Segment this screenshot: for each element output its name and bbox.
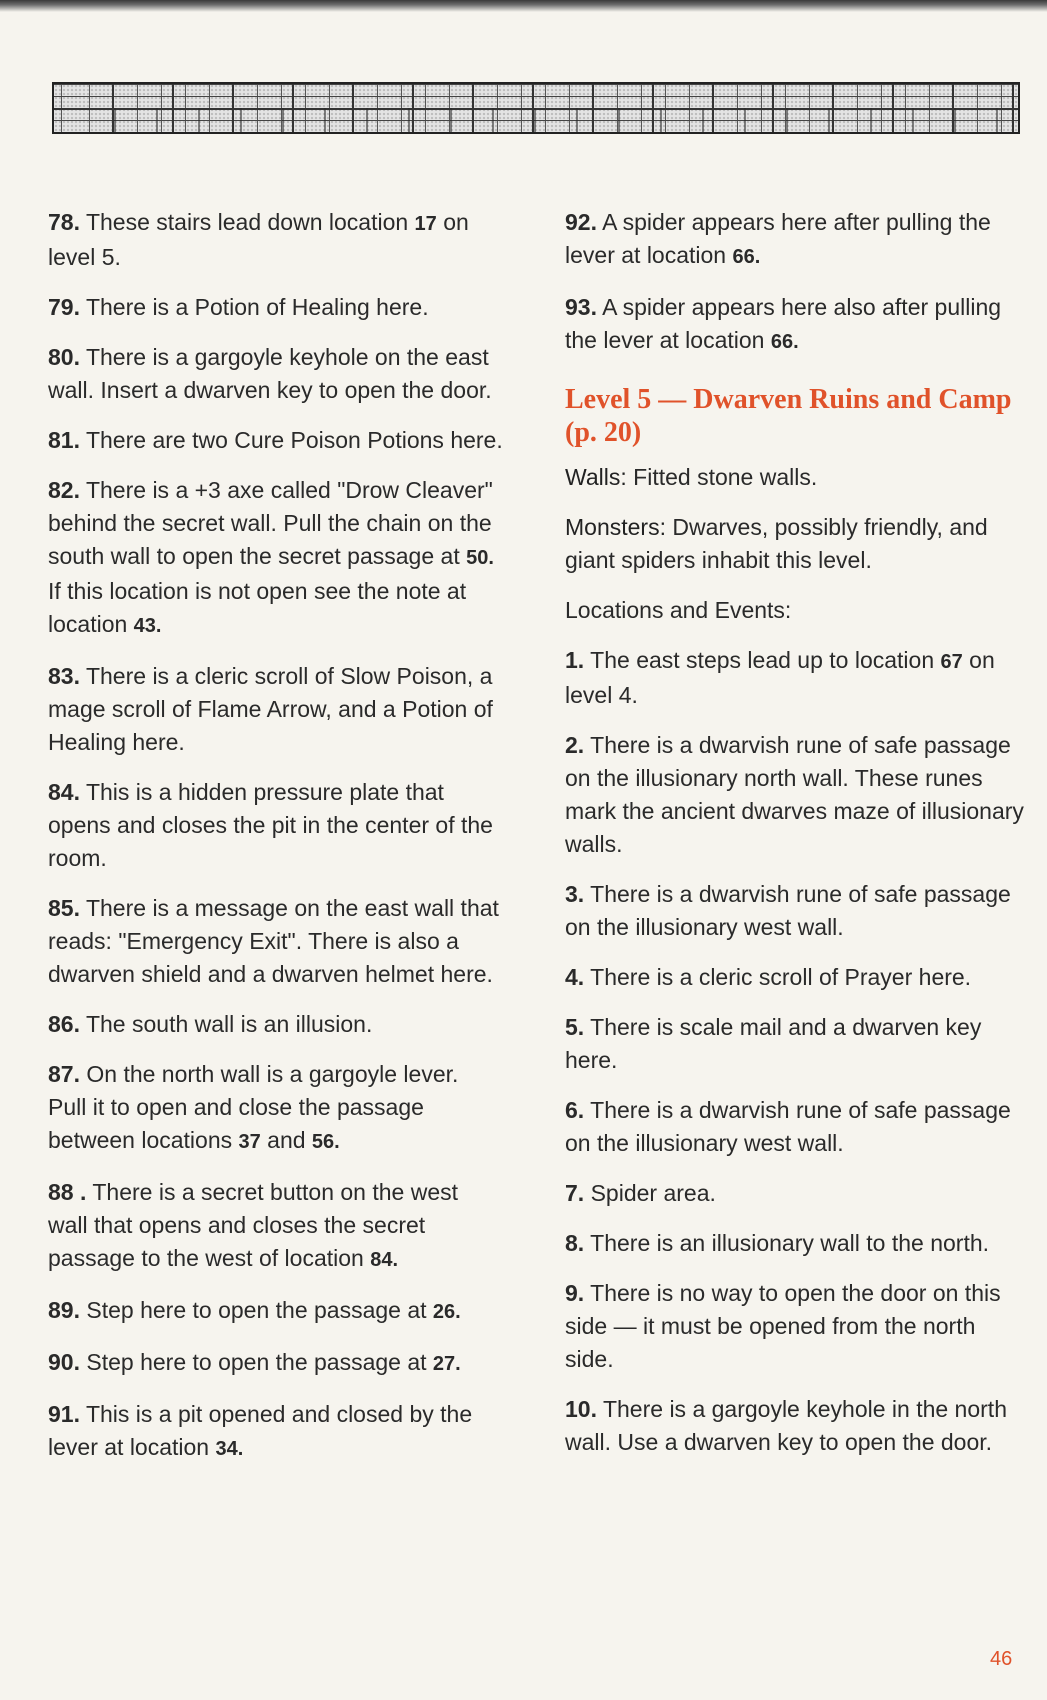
entry-number: 84. — [48, 779, 80, 805]
entry-text: There is a dwarvish rune of safe passage on the illusionary north wall. These runes mark the ancient dwarves maze of illusionary walls. — [565, 732, 1024, 857]
entry-86 — [48, 1008, 503, 1041]
entry-text: There is an illusionary wall to the north. — [590, 1230, 990, 1256]
entry-text: There is a Potion of Healing here. — [85, 294, 429, 320]
entry-1 — [565, 644, 1025, 712]
entry-7 — [565, 1177, 1025, 1210]
entry-number: 9. — [565, 1280, 585, 1306]
entry-number: 79. — [48, 294, 80, 320]
entry-3 — [565, 878, 1025, 944]
walls-section — [565, 461, 1025, 494]
entry-88 — [48, 1176, 503, 1277]
entry-number: 93. — [565, 294, 597, 320]
entry-8 — [565, 1227, 1025, 1260]
entry-10 — [565, 1393, 1025, 1459]
entry-text: Step here to open the passage at — [86, 1349, 427, 1375]
entry-91 — [48, 1398, 503, 1466]
entry-87 — [48, 1058, 503, 1159]
entry-number: 2. — [565, 732, 585, 758]
monsters-label: Monsters: — [565, 514, 666, 540]
left-column — [48, 206, 503, 1483]
entry-89 — [48, 1294, 503, 1329]
location-ref: 56. — [311, 1131, 340, 1153]
entry-text: There is a secret button on the west wall that opens and closes the secret passage to the west of location — [48, 1179, 459, 1271]
entry-number: 92. — [565, 209, 597, 235]
entry-text: on level 5. — [48, 209, 469, 270]
entry-number: 4. — [565, 964, 585, 990]
location-ref: 34. — [215, 1438, 244, 1460]
entry-text: Spider area. — [590, 1180, 716, 1206]
entry-text: There is a gargoyle keyhole in the north wall. Use a dwarven key to open the door. — [565, 1396, 1007, 1455]
entry-93 — [565, 291, 1025, 359]
entry-text: The east steps lead up to location — [590, 647, 935, 673]
entry-text: This is a pit opened and closed by the lever at location — [48, 1401, 473, 1460]
location-ref: 17 — [414, 213, 437, 235]
entry-92 — [565, 206, 1025, 274]
entry-number: 83. — [48, 663, 80, 689]
entry-text: There is no way to open the door on this side — it must be opened from the north side. — [565, 1280, 1001, 1372]
entry-text: If this location is not open see the note at location — [48, 578, 467, 637]
entry-78 — [48, 206, 503, 274]
entry-number: 87. — [48, 1061, 80, 1087]
entry-81 — [48, 424, 503, 457]
entry-text: and — [267, 1127, 306, 1153]
location-ref: 67 — [940, 651, 963, 673]
locations-label: Locations and Events: — [565, 597, 792, 623]
entry-number: 89. — [48, 1297, 80, 1323]
entry-number: 8. — [565, 1230, 585, 1256]
location-ref: 37 — [238, 1131, 261, 1153]
walls-label: Walls: — [565, 464, 627, 490]
entry-number: 78. — [48, 209, 80, 235]
entry-text: There are two Cure Poison Potions here. — [85, 427, 503, 453]
location-ref: 50. — [466, 547, 494, 569]
page-number: 46 — [990, 1648, 1013, 1670]
entry-number: 80. — [48, 344, 80, 370]
location-ref: 66. — [770, 331, 799, 353]
entry-90 — [48, 1346, 503, 1381]
entry-text: A spider appears here also after pulling the lever at location — [565, 294, 1002, 353]
entry-83 — [48, 660, 503, 759]
monsters-section — [565, 511, 1025, 577]
page-top-edge — [0, 0, 1047, 12]
entry-text: Step here to open the passage at — [86, 1297, 427, 1323]
entry-84 — [48, 776, 503, 875]
entry-text: This is a hidden pressure plate that opens and closes the pit in the center of the room. — [48, 779, 493, 871]
location-ref: 27. — [432, 1353, 461, 1375]
entry-number: 7. — [565, 1180, 585, 1206]
brick-wall-banner — [52, 82, 1020, 134]
location-ref: 84. — [370, 1249, 399, 1271]
entry-text: There is a gargoyle keyhole on the east wall. Insert a dwarven key to open the door. — [48, 344, 492, 403]
entry-number: 82. — [48, 477, 80, 503]
entry-number: 91. — [48, 1401, 80, 1427]
entry-text: A spider appears here after pulling the lever at location — [565, 209, 991, 268]
entry-number: 90. — [48, 1349, 80, 1375]
entry-number: 10. — [565, 1396, 597, 1422]
entry-85 — [48, 892, 503, 991]
walls-text: Fitted stone walls. — [633, 464, 818, 490]
location-ref: 26. — [432, 1301, 461, 1323]
entry-number: 1. — [565, 647, 585, 673]
entry-6 — [565, 1094, 1025, 1160]
entry-number: 81. — [48, 427, 80, 453]
entry-text: There is a message on the east wall that reads: "Emergency Exit". There is also a dwarven shield and a dwarven helmet here. — [48, 895, 499, 987]
entry-number: 88 . — [48, 1179, 87, 1205]
entry-text: On the north wall is a gargoyle lever. Pull it to open and close the passage between locations — [48, 1061, 459, 1153]
location-ref: 43. — [133, 615, 162, 637]
entry-text: There is a +3 axe called "Drow Cleaver" behind the secret wall. Pull the chain on the south wall to open the secret passage at — [48, 477, 493, 569]
entry-number: 5. — [565, 1014, 585, 1040]
right-column — [565, 206, 1025, 1476]
entry-text: These stairs lead down location — [85, 209, 409, 235]
entry-82 — [48, 474, 503, 643]
entry-number: 86. — [48, 1011, 80, 1037]
entry-9 — [565, 1277, 1025, 1376]
level-heading: Level 5 — Dwarven Ruins and Camp (p. 20) — [565, 384, 1012, 448]
entry-2 — [565, 729, 1025, 861]
entry-text: on level 4. — [565, 647, 995, 708]
entry-text: There is a cleric scroll of Slow Poison, a mage scroll of Flame Arrow, and a Potion of Healing here. — [48, 663, 493, 755]
entry-4 — [565, 961, 1025, 994]
entry-number: 3. — [565, 881, 585, 907]
entry-text: There is a dwarvish rune of safe passage on the illusionary west wall. — [565, 881, 1011, 940]
entry-80 — [48, 341, 503, 407]
entry-5 — [565, 1011, 1025, 1077]
monsters-text: Dwarves, possibly friendly, and giant spiders inhabit this level. — [565, 514, 988, 573]
location-ref: 66. — [732, 246, 761, 268]
entry-text: There is a dwarvish rune of safe passage on the illusionary west wall. — [565, 1097, 1011, 1156]
entry-79 — [48, 291, 503, 324]
entry-text: There is scale mail and a dwarven key here. — [565, 1014, 982, 1073]
entry-number: 85. — [48, 895, 80, 921]
entry-text: The south wall is an illusion. — [85, 1011, 373, 1037]
entry-text: There is a cleric scroll of Prayer here. — [590, 964, 972, 990]
entry-number: 6. — [565, 1097, 585, 1123]
